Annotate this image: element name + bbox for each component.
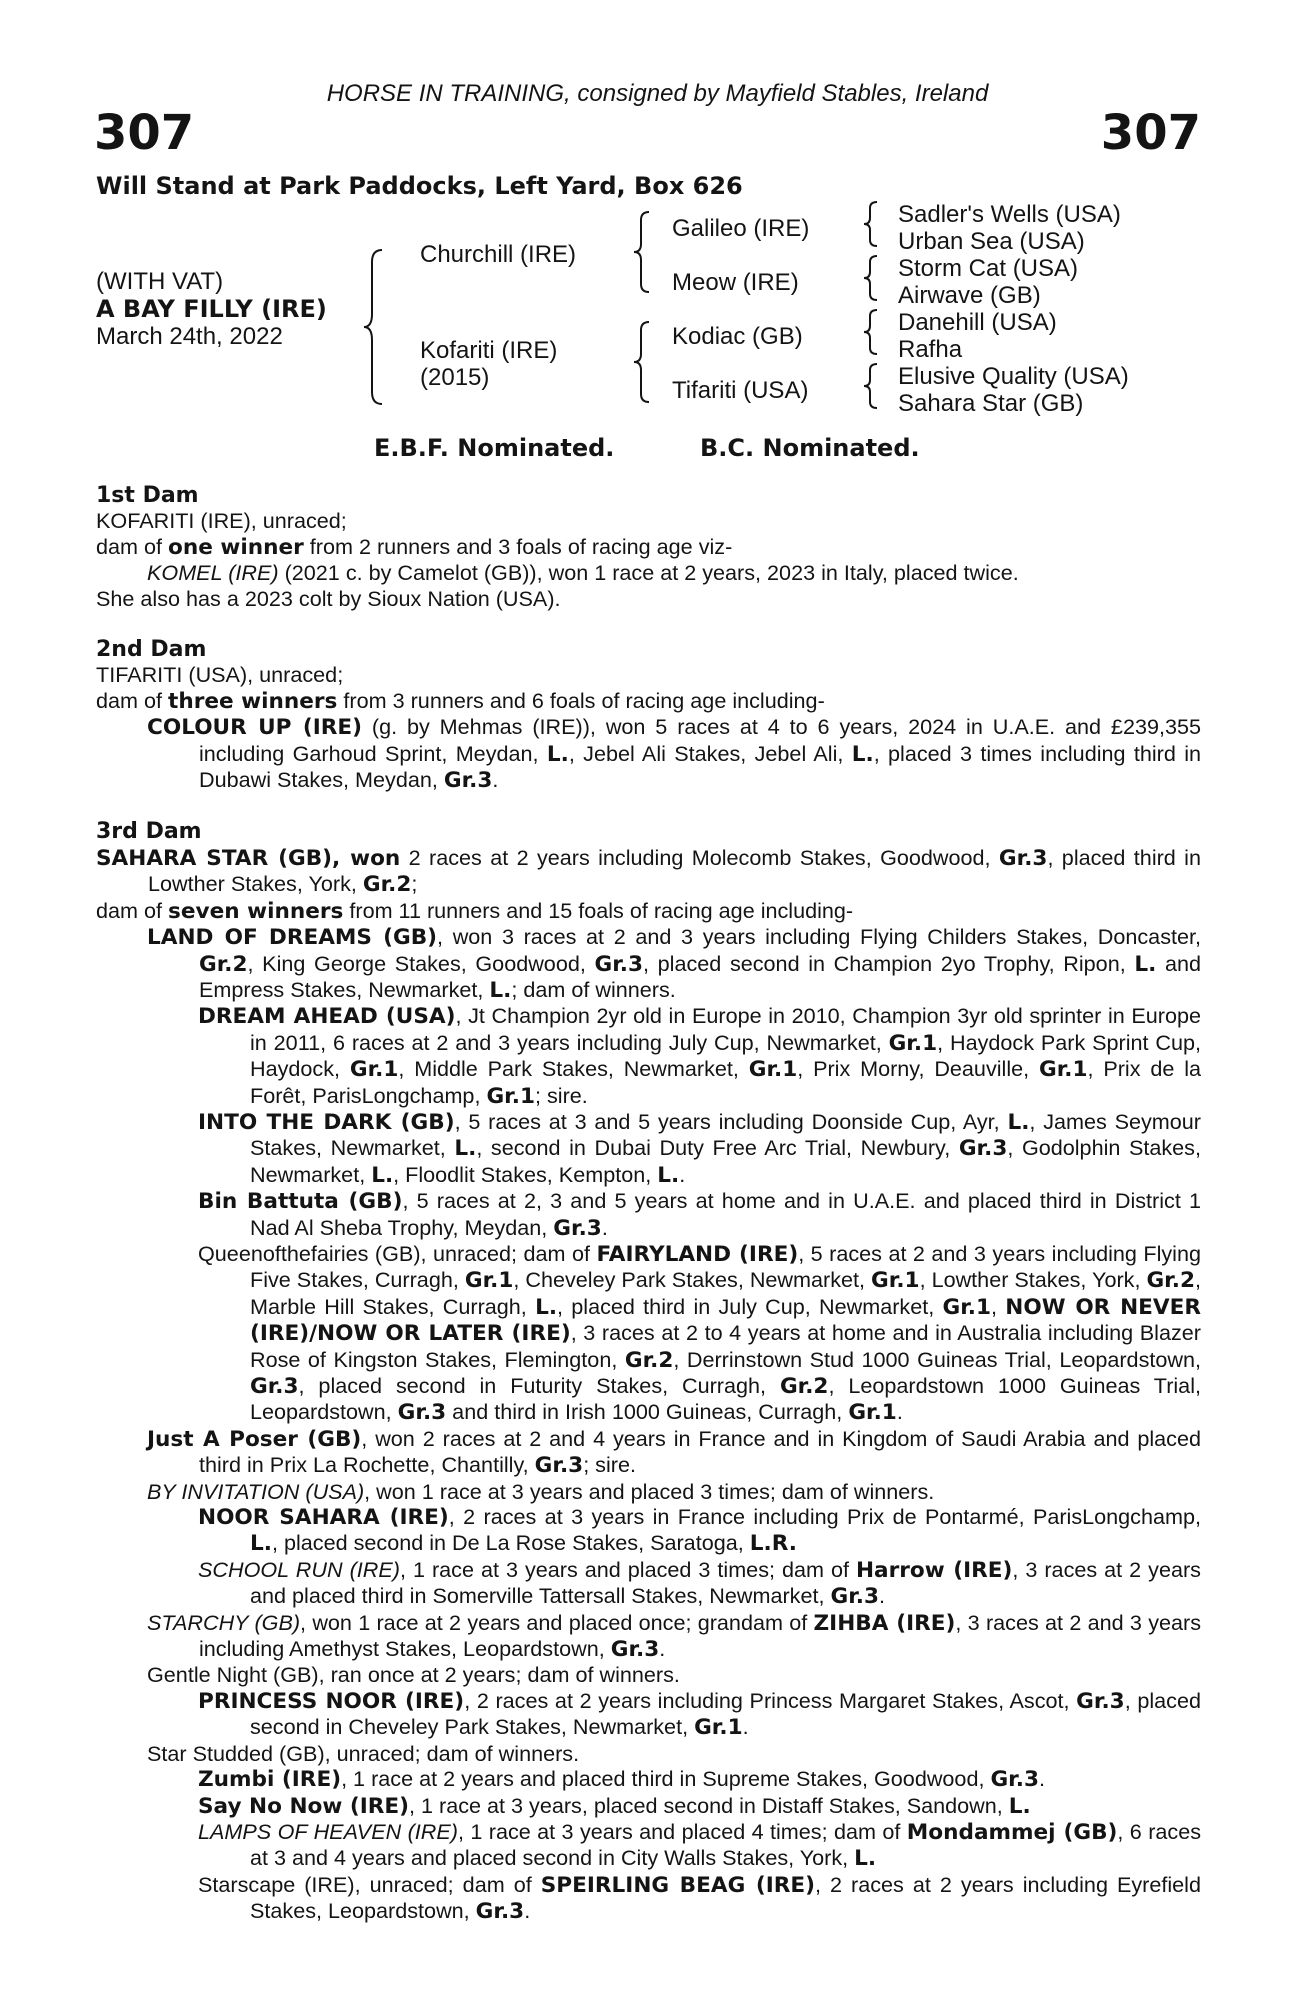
third-dam-heading: 3rd Dam (96, 819, 202, 845)
horse-name: A BAY FILLY (IRE) (96, 295, 327, 323)
progeny-school-run: SCHOOL RUN (IRE), 1 race at 3 years and placed 3 times; dam of Harrow (IRE), 3 races at 2 years and placed third in Somerville Tattersall Stakes, Newmarket, Gr.3. (198, 1556, 1201, 1610)
pedigree-brace-main (362, 248, 386, 406)
pedigree-ggp-1: Sadler's Wells (USA) (898, 201, 1121, 228)
pedigree-brace-dd (862, 362, 880, 410)
progeny-say-no-now: Say No Now (IRE), 1 race at 3 years, placed second in Distaff Stakes, Sandown, L. (198, 1792, 1031, 1819)
first-dam-produce-summary: dam of one winner from 2 runners and 3 foals of racing age viz- (96, 533, 733, 560)
progeny-land-of-dreams: LAND OF DREAMS (GB), won 3 races at 2 and 3 years including Flying Childers Stakes, Doncaster, Gr.2, King George Stakes, Goodwood, Gr.3, placed second in Champion 2yo Trophy, Ripon, L. and Empress Stakes, Newmarket, L.; dam of winners. (147, 924, 1202, 1003)
second-dam-progeny-colour-up: COLOUR UP (IRE) (g. by Mehmas (IRE)), won 5 races at 4 to 6 years, 2024 in U.A.E. and £239,355 including Garhoud Sprint, Meydan, L., Jebel Ali Stakes, Jebel Ali, L., placed 3 times including third in Dubawi Stakes, Meydan, Gr.3. (147, 714, 1202, 794)
second-dam-name: TIFARITI (USA), unraced; (96, 662, 344, 688)
ebf-nominated: E.B.F. Nominated. (374, 434, 615, 462)
progeny-queenofthefairies: Queenofthefairies (GB), unraced; dam of FAIRYLAND (IRE), 5 races at 2 and 3 years including Flying Five Stakes, Curragh, Gr.1, Cheveley Park Stakes, Newmarket, Gr.1, Lowther Stakes, York, Gr.2, Marble Hill Stakes, Curragh, L., placed third in July Cup, Newmarket, Gr.1, NOW OR NEVER (IRE)/NOW OR LATER (IRE), 3 races at 2 to 4 years at home and in Australia including Blazer Rose of Kingston Stakes, Flemington, Gr.2, Derrinstown Stud 1000 Guineas Trial, Leopardstown, Gr.3, placed second in Futurity Stakes, Curragh, Gr.2, Leopardstown 1000 Guineas Trial, Leopardstown, Gr.3 and third in Irish 1000 Guineas, Curragh, Gr.1. (198, 1240, 1201, 1426)
lot-number-left: 307 (94, 105, 195, 161)
progeny-noor-sahara: NOOR SAHARA (IRE), 2 races at 3 years in France including Prix de Pontarmé, ParisLongchamp, L., placed second in De La Rose Stakes, Saratoga, L.R. (198, 1504, 1201, 1557)
first-dam-heading: 1st Dam (96, 483, 199, 508)
pedigree-brace-ss (862, 200, 880, 248)
second-dam-heading: 2nd Dam (96, 637, 207, 663)
third-dam-produce-summary: dam of seven winners from 11 runners and 15 foals of racing age including- (96, 897, 854, 924)
pedigree-ggp-8: Sahara Star (GB) (898, 390, 1084, 417)
progeny-lamps-of-heaven: LAMPS OF HEAVEN (IRE), 1 race at 3 years and placed 4 times; dam of Mondammej (GB), 6 races at 3 and 4 years and placed second in City Walls Stakes, York, L. (198, 1818, 1202, 1872)
vat-note: (WITH VAT) (96, 268, 224, 295)
pedigree-brace-dam (632, 320, 652, 404)
pedigree-brace-sire (632, 210, 652, 294)
progeny-zumbi: Zumbi (IRE), 1 race at 2 years and placed third in Supreme Stakes, Goodwood, Gr.3. (198, 1766, 1045, 1793)
first-dam-progeny-komel: KOMEL (IRE) (2021 c. by Camelot (GB)), won 1 race at 2 years, 2023 in Italy, placed twice. (147, 560, 1019, 586)
pedigree-dam-year: (2015) (420, 364, 490, 391)
stable-location: Will Stand at Park Paddocks, Left Yard, Box 626 (96, 172, 743, 200)
horse-dob: March 24th, 2022 (96, 323, 283, 350)
pedigree-dam: Kofariti (IRE) (420, 337, 558, 364)
pedigree-sire-sire: Galileo (IRE) (672, 215, 810, 242)
pedigree-sire-dam: Meow (IRE) (672, 269, 799, 296)
progeny-princess-noor: PRINCESS NOOR (IRE), 2 races at 2 years including Princess Margaret Stakes, Ascot, Gr.3, placed second in Cheveley Park Stakes, Newmarket, Gr.1. (198, 1687, 1201, 1741)
first-dam-name: KOFARITI (IRE), unraced; (96, 508, 347, 534)
progeny-just-a-poser: Just A Poser (GB), won 2 races at 2 and 4 years in France and in Kingdom of Saudi Arabia and placed third in Prix La Rochette, Chantilly, Gr.3; sire. (147, 1425, 1202, 1479)
pedigree-ggp-6: Rafha (898, 336, 963, 363)
progeny-star-studded: Star Studded (GB), unraced; dam of winners. (147, 1740, 580, 1766)
pedigree-sire: Churchill (IRE) (420, 241, 577, 268)
second-dam-produce-summary: dam of three winners from 3 runners and 6 foals of racing age including- (96, 687, 825, 714)
progeny-starscape: Starscape (IRE), unraced; dam of SPEIRLING BEAG (IRE), 2 races at 2 years including Eyrefield Stakes, Leopardstown, Gr.3. (198, 1871, 1201, 1925)
bc-nominated: B.C. Nominated. (700, 434, 920, 462)
pedigree-brace-sd (862, 254, 880, 302)
first-dam-also-note: She also has a 2023 colt by Sioux Nation (USA). (96, 585, 561, 611)
third-dam-sahara-star: SAHARA STAR (GB), won 2 races at 2 years including Molecomb Stakes, Goodwood, Gr.3, placed third in Lowther Stakes, York, Gr.2; (96, 844, 1201, 898)
progeny-starchy: STARCHY (GB), won 1 race at 2 years and placed once; grandam of ZIHBA (IRE), 3 races at 2 and 3 years including Amethyst Stakes, Leopardstown, Gr.3. (147, 1609, 1201, 1663)
progeny-bin-battuta: Bin Battuta (GB), 5 races at 2, 3 and 5 years at home and in U.A.E. and placed third in District 1 Nad Al Sheba Trophy, Meydan, Gr.3. (198, 1188, 1201, 1241)
pedigree-ggp-4: Airwave (GB) (898, 282, 1041, 309)
progeny-into-the-dark: INTO THE DARK (GB), 5 races at 3 and 5 years including Doonside Cup, Ayr, L., James Seymour Stakes, Newmarket, L., second in Dubai Duty Free Arc Trial, Newbury, Gr.3, Godolphin Stakes, Newmarket, L., Floodlit Stakes, Kempton, L.. (198, 1108, 1201, 1188)
page-subtitle: HORSE IN TRAINING, consigned by Mayfield Stables, Ireland (326, 80, 989, 107)
pedigree-ggp-5: Danehill (USA) (898, 309, 1057, 336)
catalogue-body (96, 483, 1201, 1925)
pedigree-brace-ds (862, 308, 880, 356)
lot-number-right: 307 (1100, 105, 1201, 161)
pedigree-dam-dam: Tifariti (USA) (672, 377, 809, 404)
pedigree-ggp-3: Storm Cat (USA) (898, 255, 1079, 282)
pedigree-dam-sire: Kodiac (GB) (672, 323, 803, 350)
progeny-gentle-night: Gentle Night (GB), ran once at 2 years; dam of winners. (147, 1662, 680, 1688)
pedigree-ggp-2: Urban Sea (USA) (898, 228, 1085, 255)
progeny-dream-ahead: DREAM AHEAD (USA), Jt Champion 2yr old in Europe in 2010, Champion 3yr old sprinter in Europe in 2011, 6 races at 2 and 3 years including July Cup, Newmarket, Gr.1, Haydock Park Sprint Cup, Haydock, Gr.1, Middle Park Stakes, Newmarket, Gr.1, Prix Morny, Deauville, Gr.1, Prix de la Forêt, ParisLongchamp, Gr.1; sire. (198, 1003, 1202, 1109)
pedigree-ggp-7: Elusive Quality (USA) (898, 363, 1129, 390)
progeny-by-invitation: BY INVITATION (USA), won 1 race at 3 years and placed 3 times; dam of winners. (147, 1478, 935, 1504)
